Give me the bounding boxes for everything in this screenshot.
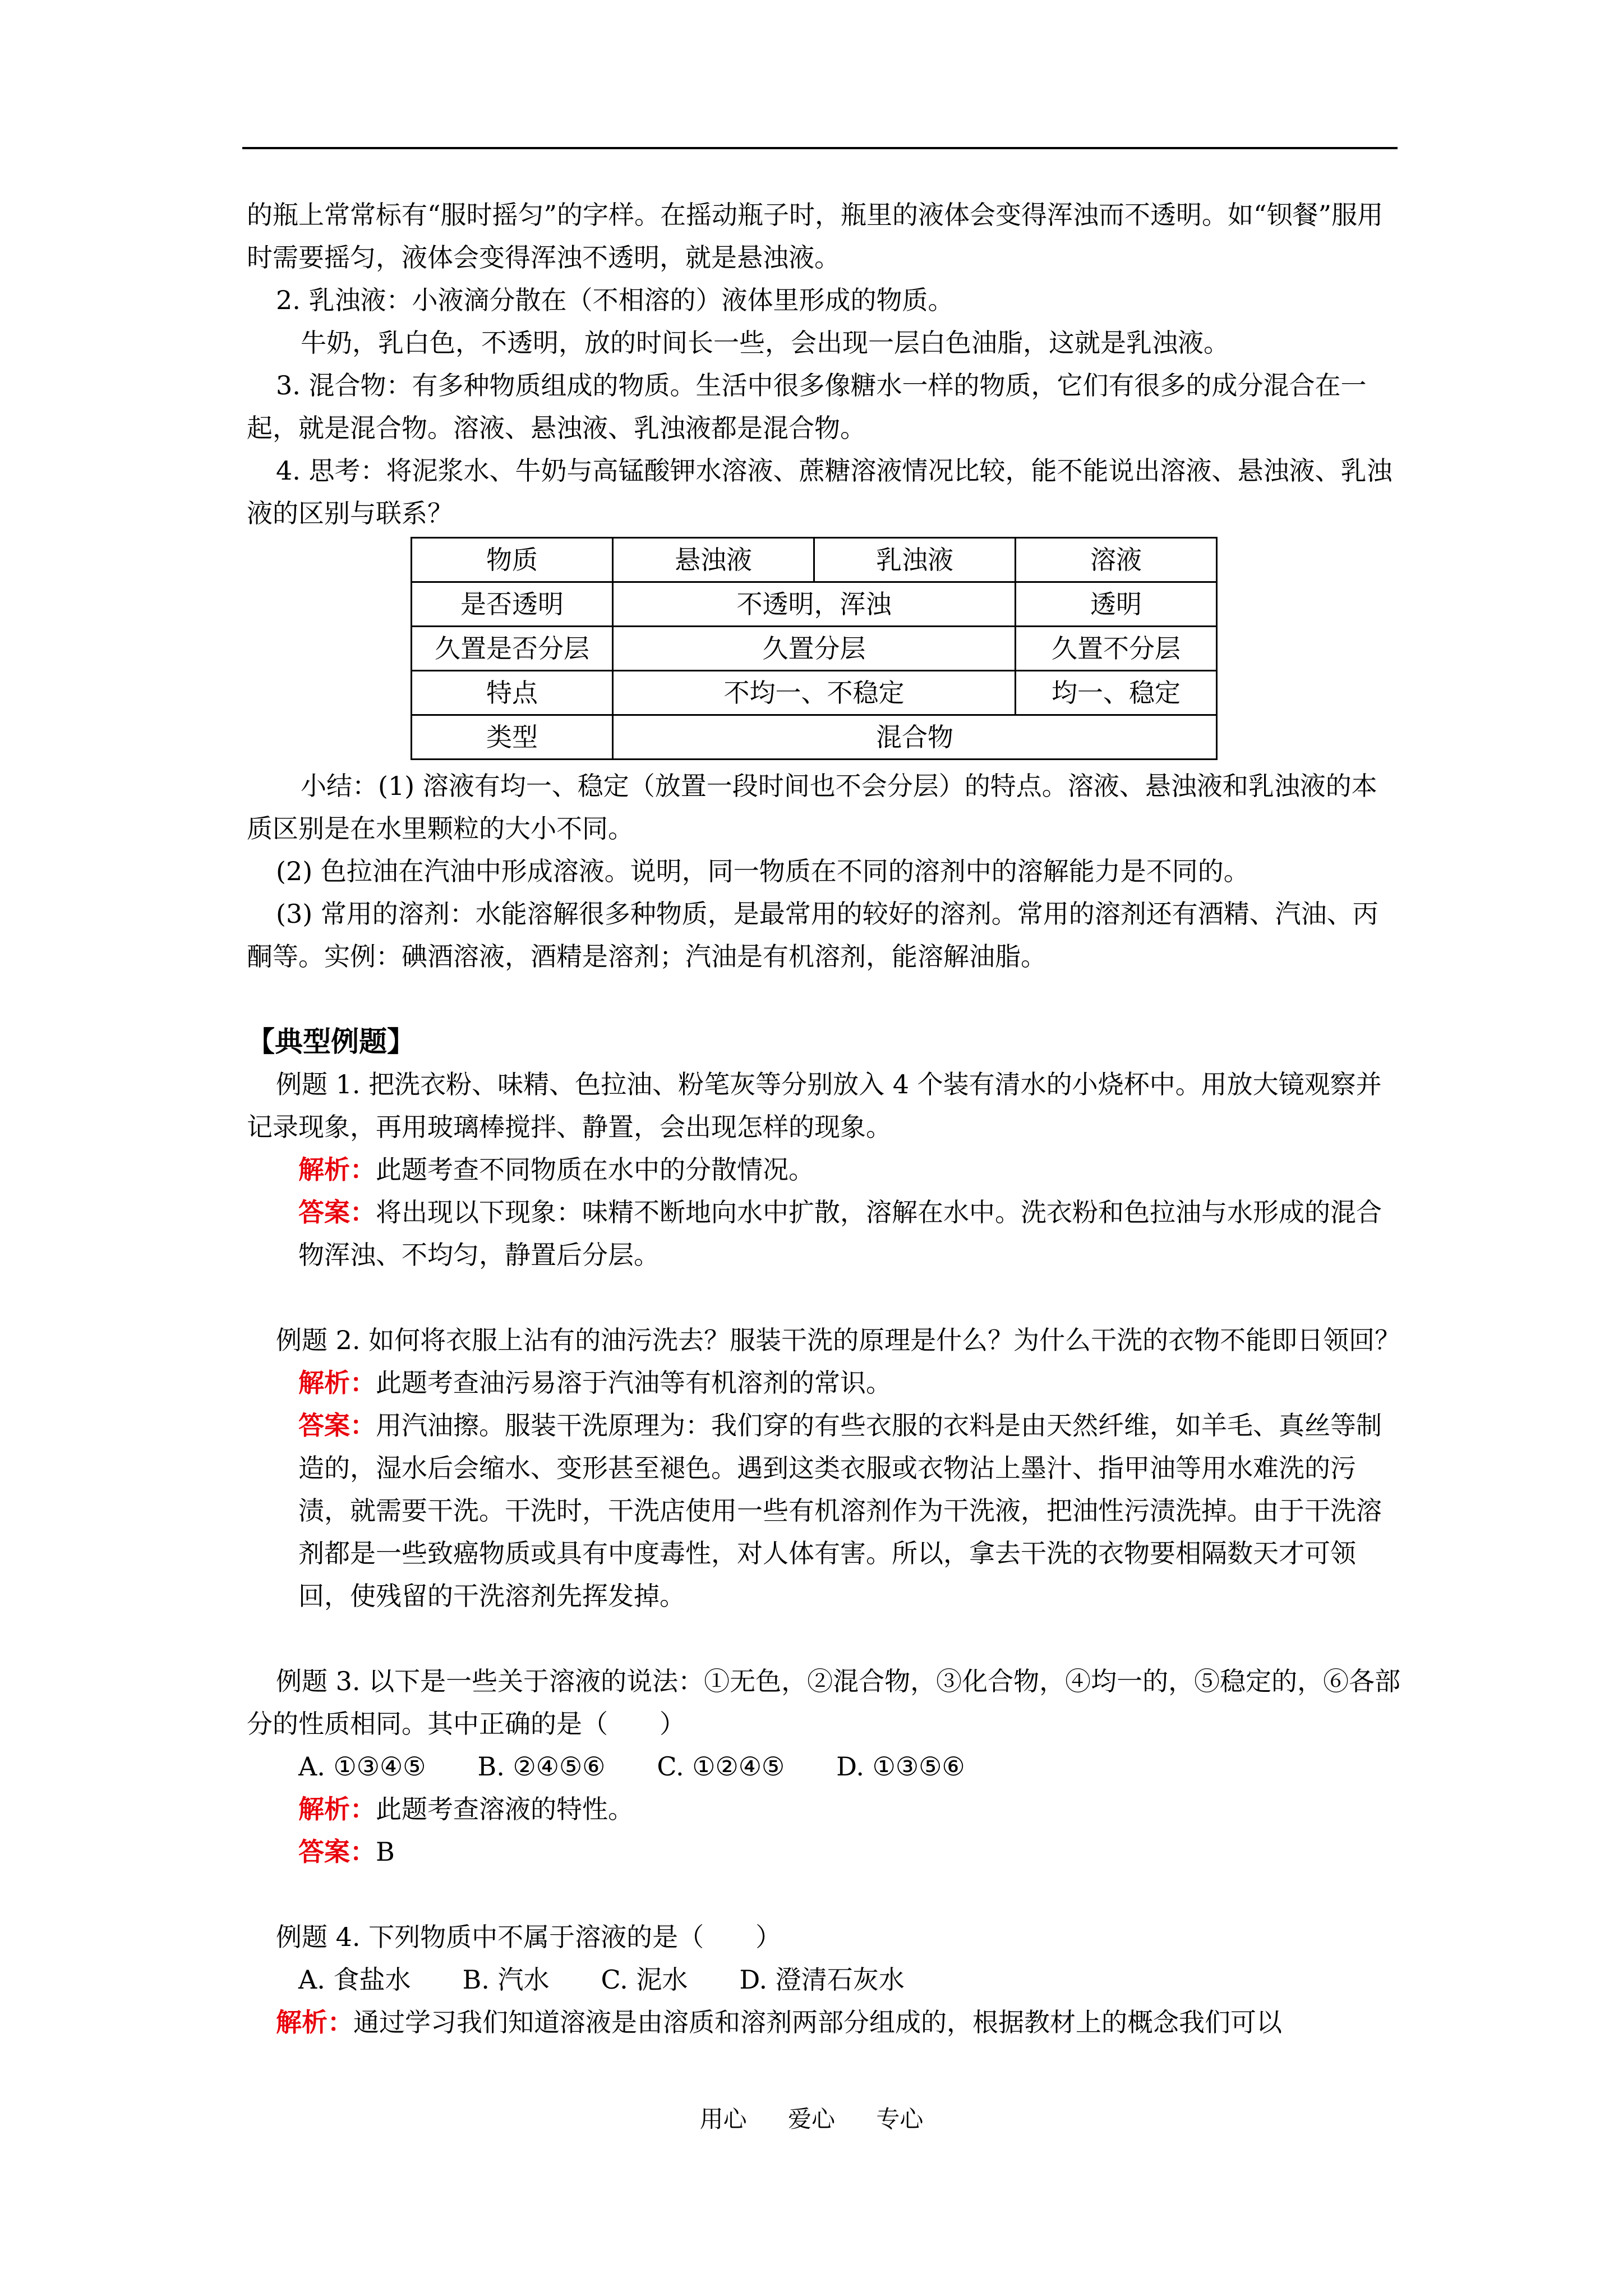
- example-2-answer: [247, 1404, 1402, 1617]
- table-header-cell: 溶液: [1016, 538, 1217, 582]
- analysis-text: 此题考查溶液的特性。: [376, 1794, 634, 1824]
- answer-label: 答案：: [298, 1837, 376, 1867]
- table-cell: 久置是否分层: [412, 627, 613, 671]
- paragraph-mixture: 3. 混合物：有多种物质组成的物质。生活中很多像糖水一样的物质，它们有很多的成分混合在一起，就是混合物。溶液、悬浊液、乳浊液都是混合物。: [247, 370, 1367, 443]
- example-2-question: 例题 2. 如何将衣服上沾有的油污洗去？服装干洗的原理是什么？为什么干洗的衣物不能即日领回？: [276, 1325, 1401, 1355]
- table-row: [412, 715, 1217, 760]
- answer-label: 答案：: [298, 1197, 376, 1227]
- table-cell: 久置不分层: [1016, 627, 1217, 671]
- section-title: 【典型例题】: [247, 1025, 415, 1058]
- document-body: [247, 194, 1402, 2044]
- table-row: [412, 671, 1217, 715]
- table-header-cell: 悬浊液: [613, 538, 814, 582]
- example-2-analysis: [247, 1361, 1402, 1404]
- paragraph-emulsion: 2. 乳浊液：小液滴分散在（不相溶的）液体里形成的物质。: [276, 285, 954, 315]
- example-3-answer: [247, 1830, 1402, 1873]
- page-footer: 用心 爱心 专心: [699, 2105, 924, 2133]
- answer-text: 用汽油擦。服装干洗原理为：我们穿的有些衣服的衣料是由天然纤维，如羊毛、真丝等制造的，湿水后会缩水、变形甚至褪色。遇到这类衣服或衣物沾上墨汁、指甲油等用水难洗的污渍，就需要干洗。干洗时，干洗店使用一些有机溶剂作为干洗液，把油性污渍洗掉。由于干洗溶剂都是一些致癌物质或具有中度毒性，对人体有害。所以，拿去干洗的衣物要相隔数天才可领回，使残留的干洗溶剂先挥发掉。: [298, 1410, 1382, 1611]
- paragraph-milk: 牛奶，乳白色，不透明，放的时间长一些，会出现一层白色油脂，这就是乳浊液。: [301, 328, 1229, 358]
- analysis-text: 此题考查不同物质在水中的分散情况。: [376, 1154, 814, 1185]
- example-3-analysis: [247, 1788, 1402, 1830]
- table-cell: 类型: [412, 715, 613, 760]
- analysis-label: 解析：: [276, 2007, 353, 2037]
- table-cell: 混合物: [613, 715, 1217, 760]
- paragraph-suspension-end: 的瓶上常常标有“服时摇匀”的字样。在摇动瓶子时，瓶里的液体会变得浑浊而不透明。如“钡餐”服用时需要摇匀，液体会变得浑浊不透明，就是悬浊液。: [247, 200, 1384, 273]
- table-cell: 均一、稳定: [1016, 671, 1217, 715]
- table-cell: 特点: [412, 671, 613, 715]
- summary-3: (3) 常用的溶剂：水能溶解很多种物质，是最常用的较好的溶剂。常用的溶剂还有酒精、汽油、丙酮等。实例：碘酒溶液，酒精是溶剂；汽油是有机溶剂，能溶解油脂。: [247, 899, 1378, 972]
- example-4-options: A. 食盐水 B. 汽水 C. 泥水 D. 澄清石灰水: [298, 1964, 905, 1995]
- answer-text: 将出现以下现象：味精不断地向水中扩散，溶解在水中。洗衣粉和色拉油与水形成的混合物浑浊、不均匀，静置后分层。: [298, 1197, 1382, 1270]
- table-row: [412, 582, 1217, 627]
- header-rule: [242, 147, 1398, 149]
- analysis-label: 解析：: [298, 1794, 376, 1824]
- example-4-question: 例题 4. 下列物质中不属于溶液的是（ ）: [276, 1922, 782, 1952]
- paragraph-think: 4. 思考：将泥浆水、牛奶与高锰酸钾水溶液、蔗糖溶液情况比较，能不能说出溶液、悬浊液、乳浊液的区别与联系？: [247, 455, 1393, 528]
- example-4-analysis: [247, 2001, 1402, 2044]
- table-cell: 不均一、不稳定: [613, 671, 1016, 715]
- example-3-options: A. ①③④⑤ B. ②④⑤⑥ C. ①②④⑤ D. ①③⑤⑥: [298, 1751, 965, 1782]
- analysis-text: 通过学习我们知道溶液是由溶质和溶剂两部分组成的，根据教材上的概念我们可以: [353, 2007, 1282, 2037]
- example-3-question: 例题 3. 以下是一些关于溶液的说法：①无色，②混合物，③化合物，④均一的，⑤稳定的，⑥各部分的性质相同。其中正确的是（ ）: [247, 1666, 1401, 1739]
- table-row: [412, 627, 1217, 671]
- table-cell: 久置分层: [613, 627, 1016, 671]
- example-1-analysis: [247, 1148, 1402, 1191]
- table-cell: 透明: [1016, 582, 1217, 627]
- example-1-question: 例题 1. 把洗衣粉、味精、色拉油、粉笔灰等分别放入 4 个装有清水的小烧杯中。用放大镜观察并记录现象，再用玻璃棒搅拌、静置，会出现怎样的现象。: [247, 1069, 1382, 1142]
- table-cell: 不透明，浑浊: [613, 582, 1016, 627]
- example-1-answer: [247, 1191, 1402, 1276]
- answer-text: B: [376, 1837, 395, 1867]
- analysis-label: 解析：: [298, 1368, 376, 1398]
- summary-1: 小结：(1) 溶液有均一、稳定（放置一段时间也不会分层）的特点。溶液、悬浊液和乳浊液的本质区别是在水里颗粒的大小不同。: [247, 771, 1377, 844]
- table-header-cell: 物质: [412, 538, 613, 582]
- table-header-cell: 乳浊液: [814, 538, 1016, 582]
- summary-2: (2) 色拉油在汽油中形成溶液。说明，同一物质在不同的溶剂中的溶解能力是不同的。: [276, 856, 1249, 886]
- analysis-label: 解析：: [298, 1154, 376, 1185]
- table-cell: 是否透明: [412, 582, 613, 627]
- table-header-row: [412, 538, 1217, 582]
- answer-label: 答案：: [298, 1410, 376, 1441]
- comparison-table: [411, 537, 1218, 760]
- analysis-text: 此题考查油污易溶于汽油等有机溶剂的常识。: [376, 1368, 892, 1398]
